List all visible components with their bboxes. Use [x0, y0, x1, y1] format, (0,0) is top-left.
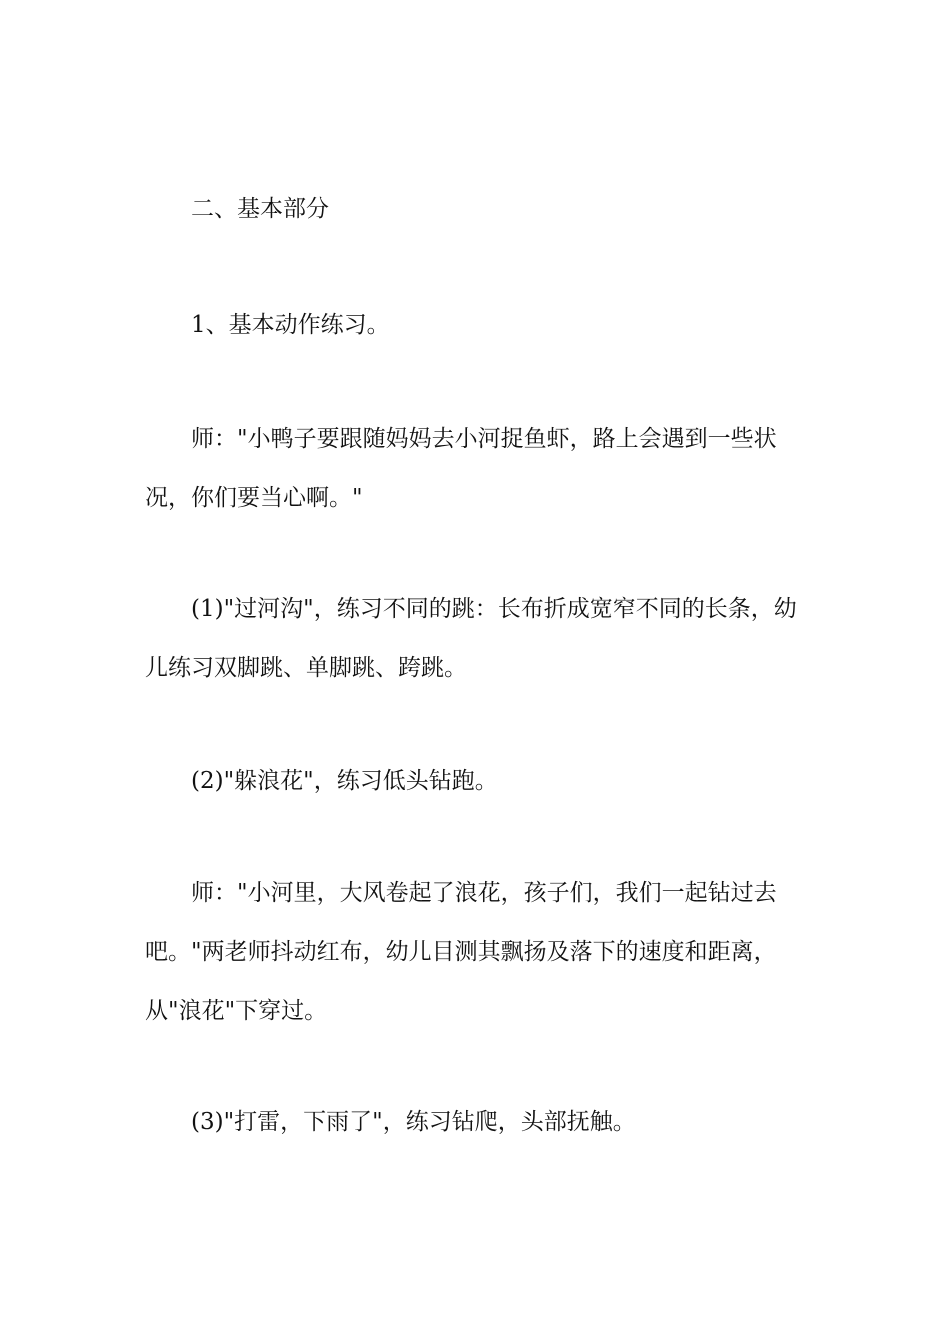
paragraph-teacher-intro: 师："小鸭子要跟随妈妈去小河捉鱼虾，路上会遇到一些状况，你们要当心啊。": [145, 426, 777, 511]
paragraph-activity-3: (3)"打雷，下雨了"，练习钻爬，头部抚触。: [191, 1109, 636, 1135]
paragraph-teacher-waves: 师："小河里，大风卷起了浪花，孩子们，我们一起钻过去吧。"两老师抖动红布，幼儿目测其飘扬及落下的速度和距离，从"浪花"下穿过。: [145, 880, 777, 1024]
paragraph-activity-2: (2)"躲浪花"，练习低头钻跑。: [191, 768, 498, 794]
paragraph-activity-1: (1)"过河沟"，练习不同的跳：长布折成宽窄不同的长条，幼儿练习双脚跳、单脚跳、跨跳。: [145, 596, 797, 681]
subsection-heading: 1、基本动作练习。: [191, 312, 390, 338]
section-heading: 二、基本部分: [191, 196, 329, 222]
